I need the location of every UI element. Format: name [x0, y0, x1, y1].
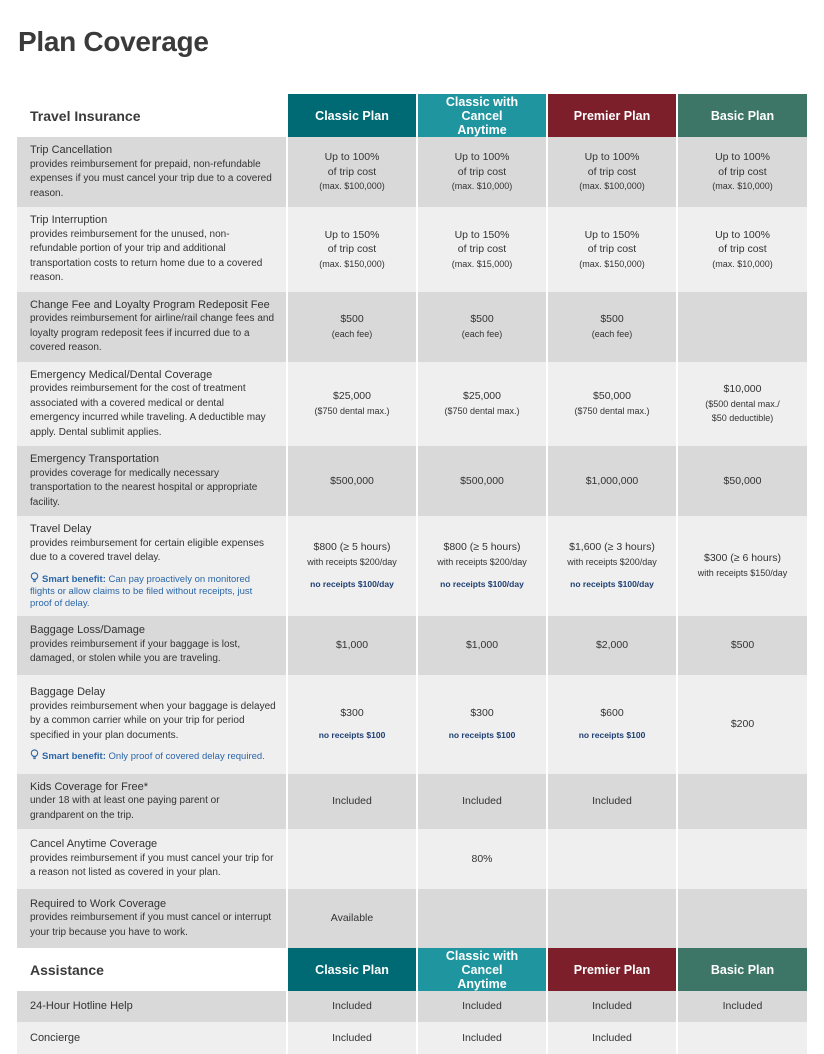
lightbulb-icon [30, 749, 39, 760]
no-receipts-limit: no receipts $100 [578, 730, 646, 740]
premier-plan-value [547, 829, 677, 889]
premier-plan-value [547, 446, 677, 516]
basic-plan-header [677, 948, 807, 991]
page-title: Plan Coverage [18, 26, 209, 57]
classic-plan-value [287, 991, 417, 1022]
coverage-amount: Up to 150% of trip cost [584, 228, 640, 255]
coverage-detail: provides reimbursement if you must cancel or interrupt your trip because you have to work. [30, 912, 272, 938]
classic-plan-value [287, 516, 417, 616]
coverage-description [17, 616, 287, 675]
plan-name: Classic Plan [315, 108, 389, 123]
coverage-detail: provides coverage for medically necessary transportation to the nearest hospital or appropriate facility. [30, 467, 258, 508]
basic-plan-value [677, 446, 807, 516]
coverage-description [17, 292, 287, 362]
premier-plan-value [547, 774, 677, 830]
classic-plan-value [287, 829, 417, 889]
premier-plan-header [547, 948, 677, 991]
coverage-row [17, 675, 807, 774]
coverage-row [17, 1022, 807, 1054]
coverage-title: Kids Coverage for Free* [30, 780, 148, 793]
coverage-amount: $600 [600, 706, 624, 719]
coverage-limit: ($750 dental max.) [444, 405, 520, 416]
smart-benefit-label: Smart benefit: [42, 573, 106, 585]
coverage-title: Cancel Anytime Coverage [30, 838, 158, 851]
coverage-description [17, 829, 287, 889]
classic-plan-value [287, 362, 417, 447]
premier-plan-value [547, 1022, 677, 1054]
coverage-amount: Included [722, 1000, 763, 1013]
coverage-amount: $50,000 [593, 390, 631, 403]
smart-benefit-text: Can pay proactively on monitored flights or allow claims to be filed without receipts, just proof of delay. [30, 573, 253, 609]
coverage-amount: Up to 100% of trip cost [454, 151, 510, 178]
cancel-anytime-plan-value [417, 207, 547, 292]
coverage-row [17, 137, 807, 207]
coverage-title: Trip Interruption [30, 214, 108, 226]
coverage-amount: $300 (≥ 6 hours) [704, 552, 781, 565]
classic-plan-value [287, 292, 417, 362]
coverage-title: Emergency Medical/Dental Coverage [30, 368, 213, 381]
coverage-row [17, 889, 807, 948]
coverage-description [17, 1022, 287, 1054]
coverage-row [17, 207, 807, 292]
coverage-amount: $1,000 [335, 638, 369, 651]
cancel-anytime-plan-header [417, 948, 547, 991]
cancel-anytime-plan-value [417, 829, 547, 889]
coverage-amount: Up to 100% of trip cost [324, 151, 380, 178]
coverage-amount: Included [462, 1000, 502, 1013]
coverage-title: Trip Cancellation [30, 144, 113, 156]
classic-plan-value [287, 1022, 417, 1054]
smart-benefit-label: Smart benefit: [42, 751, 106, 762]
coverage-amount: $500 [730, 638, 755, 651]
coverage-amount: $500,000 [460, 474, 504, 487]
coverage-amount: $500,000 [330, 474, 374, 487]
coverage-limit: (each fee) [331, 328, 373, 339]
basic-plan-value [677, 675, 807, 774]
basic-plan-value [677, 516, 807, 616]
coverage-amount: Included [462, 795, 502, 807]
coverage-amount: $1,000 [465, 638, 499, 651]
premier-plan-value [547, 889, 677, 948]
coverage-description [17, 446, 287, 516]
coverage-description [17, 774, 287, 830]
coverage-row [17, 516, 807, 616]
coverage-detail: under 18 with at least one paying parent or grandparent on the trip. [30, 795, 220, 821]
coverage-detail: provides reimbursement for certain eligible expenses due to a covered travel delay. [30, 537, 265, 563]
premier-plan-header [547, 94, 677, 137]
coverage-amount: $50,000 [723, 474, 762, 487]
coverage-title: Travel Delay [30, 523, 92, 535]
coverage-title: Required to Work Coverage [30, 897, 167, 910]
coverage-description [17, 362, 287, 447]
coverage-amount: $800 (≥ 5 hours) [443, 541, 521, 553]
coverage-detail: provides reimbursement if you must cancel your trip for a reason not listed as covered in your plan. [30, 852, 274, 879]
coverage-amount: Up to 150% of trip cost [454, 228, 510, 255]
coverage-title: Emergency Transportation [30, 453, 160, 465]
coverage-limit: (max. $100,000) [579, 181, 645, 192]
coverage-description [17, 207, 287, 292]
coverage-amount: $500 [470, 313, 494, 325]
plan-name: Premier Plan [573, 108, 651, 123]
no-receipts-limit: no receipts $100/day [310, 579, 394, 589]
no-receipts-limit: no receipts $100/day [440, 579, 524, 589]
coverage-limit: with receipts $200/day [567, 556, 657, 567]
cancel-anytime-plan-value [417, 1022, 547, 1054]
coverage-limit: (max. $100,000) [319, 181, 385, 192]
smart-benefit-text: Only proof of covered delay required. [108, 751, 265, 762]
basic-plan-value [677, 991, 807, 1022]
premier-plan-value [547, 616, 677, 675]
coverage-amount: Included [592, 795, 632, 807]
section-heading: Assistance [17, 948, 287, 991]
coverage-title: Baggage Delay [30, 686, 106, 698]
plan-name: Classic with Cancel Anytime [445, 94, 519, 137]
coverage-amount: 80% [471, 852, 493, 865]
premier-plan-value [547, 675, 677, 774]
coverage-row [17, 446, 807, 516]
coverage-row [17, 774, 807, 830]
coverage-amount: Up to 150% of trip cost [324, 228, 380, 255]
plan-name: Classic Plan [315, 962, 389, 977]
coverage-detail: provides reimbursement for the unused, non-refundable portion of your trip and additional transportation costs to return home due to a covered reason. [30, 228, 263, 283]
smart-benefit-note [30, 572, 276, 610]
coverage-amount: $800 (≥ 5 hours) [313, 541, 391, 553]
coverage-limit: ($500 dental max./ $50 deductible) [705, 398, 780, 423]
coverage-limit: with receipts $150/day [697, 567, 788, 578]
coverage-amount: Included [592, 1000, 632, 1013]
coverage-limit: (max. $150,000) [579, 258, 645, 269]
cancel-anytime-plan-value [417, 675, 547, 774]
premier-plan-value [547, 362, 677, 447]
coverage-description [17, 889, 287, 948]
no-receipts-limit: no receipts $100 [448, 730, 516, 740]
coverage-detail: provides reimbursement for the cost of treatment associated with a covered medical or dental emergency incurred while traveling. A deductible may apply. Dental sublimit applies. [30, 383, 266, 438]
coverage-limit: with receipts $200/day [307, 556, 397, 567]
coverage-limit: (max. $10,000) [712, 258, 773, 269]
coverage-description [17, 516, 287, 616]
basic-plan-value [677, 829, 807, 889]
section-header-row [17, 948, 807, 991]
coverage-limit: ($750 dental max.) [314, 405, 390, 416]
coverage-amount: $1,000,000 [585, 474, 639, 487]
coverage-row [17, 616, 807, 675]
basic-plan-value [677, 774, 807, 830]
coverage-row [17, 991, 807, 1022]
coverage-limit: (each fee) [591, 328, 633, 339]
coverage-title: 24-Hour Hotline Help [30, 1000, 133, 1013]
coverage-amount: Included [332, 795, 372, 807]
coverage-amount: Included [332, 1000, 372, 1013]
coverage-amount: $25,000 [333, 390, 371, 403]
coverage-amount: Available [330, 912, 374, 925]
coverage-detail: provides reimbursement for airline/rail change fees and loyalty program redeposit fees if incurred due to a covered reason. [30, 313, 275, 353]
classic-plan-value [287, 616, 417, 675]
smart-benefit-note [30, 749, 276, 763]
classic-plan-value [287, 137, 417, 207]
coverage-limit: (max. $10,000) [712, 181, 773, 192]
coverage-limit: with receipts $200/day [437, 556, 527, 567]
plan-name: Premier Plan [573, 962, 651, 977]
coverage-detail: provides reimbursement if your baggage is lost, damaged, or stolen while you are traveling. [30, 638, 241, 665]
classic-plan-header [287, 948, 417, 991]
coverage-detail: provides reimbursement when your baggage is delayed by a common carrier while on your trip for period specified in your plan documents. [30, 700, 276, 741]
coverage-amount: $500 [600, 313, 624, 325]
basic-plan-value [677, 292, 807, 362]
coverage-amount: $200 [730, 717, 755, 730]
section-header-row [17, 94, 807, 137]
coverage-title: Change Fee and Loyalty Program Redeposit Fee [30, 298, 270, 311]
classic-plan-value [287, 446, 417, 516]
classic-plan-value [287, 889, 417, 948]
coverage-limit: ($750 dental max.) [574, 405, 650, 416]
basic-plan-value [677, 207, 807, 292]
coverage-detail: provides reimbursement for prepaid, non-refundable expenses if you must cancel your trip due to a covered reason. [30, 158, 272, 199]
coverage-row [17, 362, 807, 447]
coverage-amount: $2,000 [595, 638, 629, 651]
basic-plan-header [677, 94, 807, 137]
cancel-anytime-plan-value [417, 774, 547, 830]
basic-plan-value [677, 616, 807, 675]
coverage-amount: $500 [340, 313, 364, 325]
plan-name: Basic Plan [710, 108, 775, 123]
cancel-anytime-plan-value [417, 446, 547, 516]
basic-plan-value [677, 889, 807, 948]
premier-plan-value [547, 991, 677, 1022]
coverage-amount: Included [332, 1031, 372, 1044]
cancel-anytime-plan-value [417, 137, 547, 207]
coverage-amount: $1,600 (≥ 3 hours) [569, 541, 655, 553]
cancel-anytime-plan-value [417, 516, 547, 616]
coverage-amount: Up to 100% of trip cost [584, 151, 640, 178]
premier-plan-value [547, 292, 677, 362]
classic-plan-value [287, 207, 417, 292]
basic-plan-value [677, 1022, 807, 1054]
coverage-row [17, 829, 807, 889]
plan-name: Classic with Cancel Anytime [445, 948, 519, 991]
basic-plan-value [677, 362, 807, 447]
coverage-amount: $10,000 [723, 383, 762, 395]
coverage-limit: (each fee) [461, 328, 503, 339]
coverage-table [17, 94, 807, 1054]
classic-plan-header [287, 94, 417, 137]
section-heading: Travel Insurance [17, 94, 287, 137]
coverage-amount: $300 [470, 706, 494, 719]
coverage-limit: (max. $10,000) [451, 181, 513, 192]
lightbulb-icon [30, 572, 39, 583]
premier-plan-value [547, 516, 677, 616]
cancel-anytime-plan-header [417, 94, 547, 137]
plan-name: Basic Plan [710, 962, 775, 977]
coverage-description [17, 991, 287, 1022]
coverage-amount: $25,000 [463, 390, 501, 403]
coverage-amount: $300 [340, 706, 364, 719]
coverage-limit: (max. $150,000) [319, 258, 385, 269]
classic-plan-value [287, 675, 417, 774]
no-receipts-limit: no receipts $100 [318, 730, 386, 740]
cancel-anytime-plan-value [417, 889, 547, 948]
cancel-anytime-plan-value [417, 616, 547, 675]
coverage-amount: Included [592, 1031, 632, 1044]
cancel-anytime-plan-value [417, 991, 547, 1022]
coverage-limit: (max. $15,000) [451, 258, 513, 269]
coverage-amount: Included [462, 1031, 502, 1044]
basic-plan-value [677, 137, 807, 207]
coverage-amount: Up to 100% of trip cost [715, 151, 770, 178]
premier-plan-value [547, 137, 677, 207]
coverage-title: Concierge [30, 1031, 81, 1044]
coverage-description [17, 675, 287, 774]
coverage-row [17, 292, 807, 362]
no-receipts-limit: no receipts $100/day [570, 579, 654, 589]
cancel-anytime-plan-value [417, 362, 547, 447]
coverage-amount: Up to 100% of trip cost [715, 228, 770, 255]
cancel-anytime-plan-value [417, 292, 547, 362]
classic-plan-value [287, 774, 417, 830]
premier-plan-value [547, 207, 677, 292]
coverage-title: Baggage Loss/Damage [30, 624, 145, 637]
coverage-description [17, 137, 287, 207]
